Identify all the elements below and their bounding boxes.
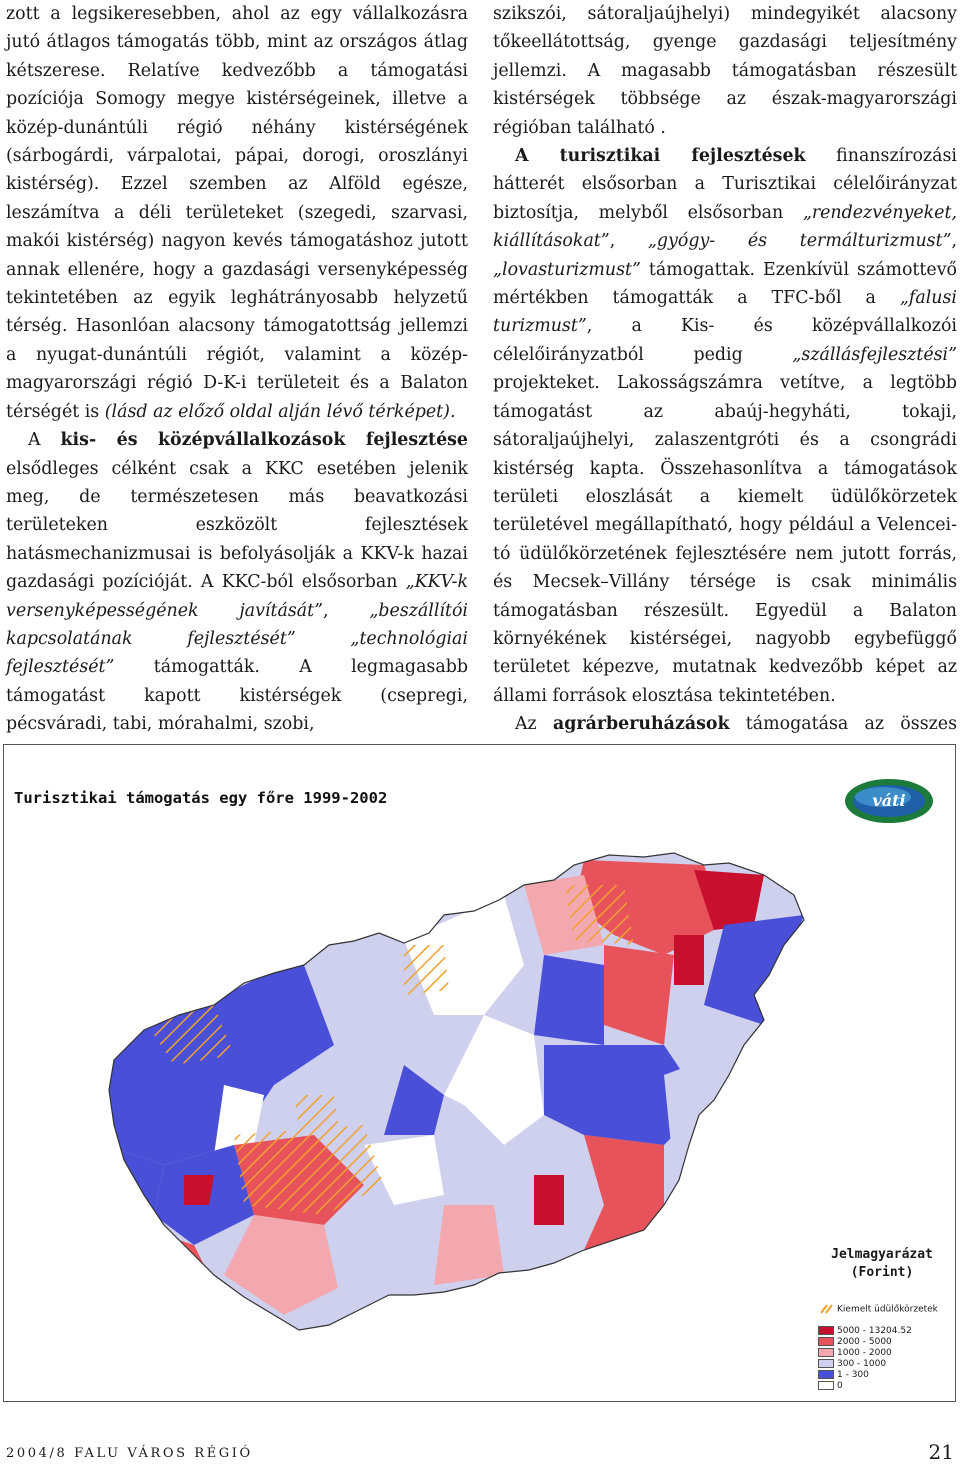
hungary-map [104, 845, 824, 1365]
map-figure [3, 744, 956, 1402]
legend-hatch-row: Kiemelt üdülőkörzetek [818, 1304, 938, 1315]
vati-logo [843, 775, 935, 827]
map-title: Turisztikai támogatás egy főre 1999-2002 [14, 789, 388, 807]
legend-row-1: 5000 - 13204.52 [818, 1326, 912, 1337]
legend-swatch [818, 1337, 834, 1346]
legend-swatch [818, 1359, 834, 1368]
legend-row-3: 1000 - 2000 [818, 1348, 892, 1359]
legend-swatch [818, 1326, 834, 1335]
right-text-column [493, 0, 957, 767]
left-paragraph-1: zott a legsikeresebben, ahol az egy vállalkozásra jutó átlagos támogatás több, mint az országos átlag kétszerese. Relatíve kedvezőbb a támogatási pozíciója Somogy megye kistérségeinek, illetve a közép-dunántúli régió néhány kistérségének (sárbogárdi, várpalotai, pápai, dorogi, oroszlányi kistérség). Ezzel szemben az Alföld egésze, leszámítva a déli területeket (szegedi, szarvasi, makói kistérség) nagyon kevés támogatáshoz jutott annak ellenére, hogy a gazdasági versenyképesség tekintetében az egyik leghátrányosabb helyzetű térség. Hasonlóan alacsony támogatottság jellemzi a nyugat-dunántúli régiót, valamint a közép-magyarországi régió D-K-i területeit és a Balaton térségét is (lásd az előző oldal alján lévő térképet). [6, 4, 468, 422]
left-text-column [6, 0, 468, 739]
legend-swatch [818, 1370, 834, 1379]
running-footer: 2004/8 FALU VÁROS RÉGIÓ [6, 1446, 253, 1461]
left-paragraph-2: A kis- és középvállalkozások fejlesztése elsődleges célként csak a KKC esetében jelenik meg, de természetesen más beavatkozási területeken eszközölt fejlesztések hatásmechanizmusai is befolyásolják a KKV-k hazai gazdasági pozícióját. A KKC-ból elsősorban „KKV-k versenyképességének javítását”, „beszállítói kapcsolatának fejlesztését” „technológiai fejlesztését” támogatták. A legmagasabb támogatást kapott kistérségek (csepregi, pécsváradi, tabi, mórahalmi, szobi, [6, 430, 468, 735]
right-paragraph-2: A turisztikai fejlesztések finanszírozási hátterét elsősorban a Turisztikai célelőirányzat biztosítja, melyből elsősorban „rendezvényeket, kiállításokat”, „gyógy- és termálturizmust”, „lovasturizmust” támogattak. Ezenkívül számottevő mértékben támogatták a TFC-ből a „falusi turizmust”, a Kis- és középvállalkozói célelőirányzatból pedig „szállásfejlesztési” projekteket. Lakosságszámra vetítve, a legtöbb támogatást az abaúj-hegyháti, tokaji, sátoraljaújhelyi, zalaszentgróti és a csongrádi kistérség kapta. Összehasonlítva a támogatások területi eloszlását a kiemelt üdülőkörzetek területével megállapítható, hogy például a Velencei-tó üdülőkörzetének fejlesztésére nem jutott forrás, és Mecsek–Villány térsége is csak minimális támogatásban részesült. Egyedül a Balaton környékének kistérségei, nagyobb egybefüggő területet képezve, mutatnak kedvezőbb képet az állami források elosztása tekintetében. [493, 146, 957, 706]
legend-row-4: 300 - 1000 [818, 1359, 886, 1370]
legend-title: Jelmagyarázat (Forint) [831, 1247, 933, 1280]
legend-row-2: 2000 - 5000 [818, 1337, 892, 1348]
legend-row-6: 0 [818, 1381, 843, 1392]
legend-row-5: 1 - 300 [818, 1370, 869, 1381]
legend-swatch [818, 1381, 834, 1390]
page-number: 21 [928, 1440, 954, 1464]
hatch-swatch-icon [818, 1304, 834, 1314]
right-paragraph-3: Az agrárberuházások támogatása az összes [515, 714, 958, 735]
svg-text:váti: váti [872, 791, 906, 810]
right-paragraph-1: szikszói, sátoraljaújhelyi) mindegyikét alacsony tőkeellátottság, gyenge gazdasági teljesítmény jellemzi. A magasabb támogatásban részesült kistérségek többsége az észak-magyarországi régióban található . [493, 4, 957, 138]
legend-swatch [818, 1348, 834, 1357]
